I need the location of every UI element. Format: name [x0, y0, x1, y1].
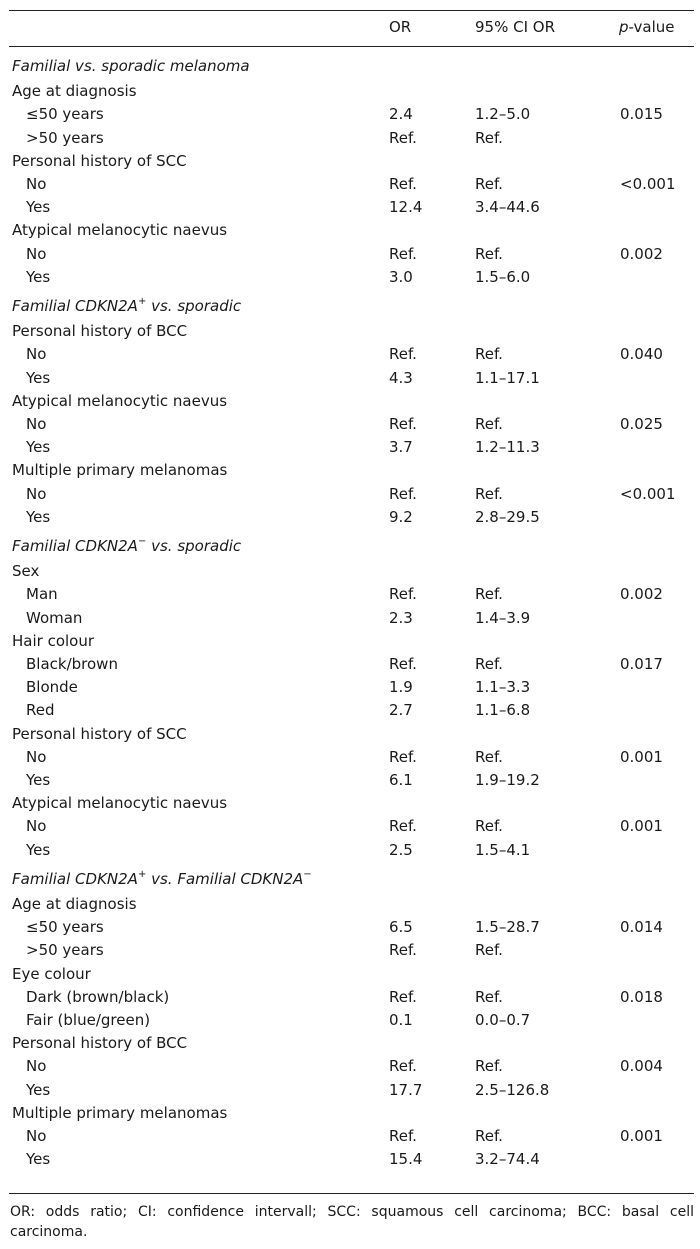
p-value: 0.017 — [620, 655, 663, 673]
level-label: No — [26, 175, 47, 193]
ci-value: 1.9–19.2 — [475, 771, 540, 789]
level-label: No — [26, 415, 47, 433]
variable-label: Personal history of BCC — [12, 322, 188, 340]
variable-row — [0, 390, 700, 413]
or-value: Ref. — [389, 175, 417, 193]
or-value: Ref. — [389, 655, 417, 673]
ci-value: Ref. — [475, 655, 503, 673]
ci-value: Ref. — [475, 245, 503, 263]
level-label: Red — [26, 701, 55, 719]
ci-value: 1.4–3.9 — [475, 609, 531, 627]
or-value: Ref. — [389, 748, 417, 766]
or-value: 3.7 — [389, 438, 413, 456]
ci-value: Ref. — [475, 988, 503, 1006]
table-row — [0, 839, 700, 862]
table-row — [0, 815, 700, 838]
or-value: 2.5 — [389, 841, 413, 859]
p-value: 0.001 — [620, 748, 663, 766]
p-value: 0.015 — [620, 105, 663, 123]
level-label: No — [26, 245, 47, 263]
variable-row — [0, 963, 700, 986]
table-row — [0, 483, 700, 506]
ci-value: 1.2–5.0 — [475, 105, 531, 123]
variable-row — [0, 219, 700, 242]
level-label: Yes — [26, 268, 51, 286]
section-title-text: Familial vs. sporadic melanoma — [12, 57, 250, 75]
ci-value: Ref. — [475, 485, 503, 503]
variable-row — [0, 320, 700, 343]
table-row — [0, 1055, 700, 1078]
section-title-text: Familial CDKN2A — [12, 537, 138, 555]
level-label: Woman — [26, 609, 83, 627]
level-label: No — [26, 748, 47, 766]
variable-label: Multiple primary melanomas — [12, 1104, 228, 1122]
ci-value: 1.5–28.7 — [475, 918, 540, 936]
table-row — [0, 1009, 700, 1032]
level-label: Yes — [26, 369, 51, 387]
or-value: Ref. — [389, 415, 417, 433]
header-ci: 95% CI OR — [475, 18, 556, 36]
section-title-superscript: + — [137, 869, 147, 880]
ci-value: Ref. — [475, 415, 503, 433]
variable-row — [0, 150, 700, 173]
table-row — [0, 413, 700, 436]
level-label: No — [26, 817, 47, 835]
table-row — [0, 506, 700, 529]
table-bottom-rule — [9, 1193, 694, 1194]
or-value: 4.3 — [389, 369, 413, 387]
level-label: Yes — [26, 198, 51, 216]
table-row — [0, 916, 700, 939]
or-value: 2.4 — [389, 105, 413, 123]
level-label: No — [26, 345, 47, 363]
or-value: Ref. — [389, 941, 417, 959]
variable-row — [0, 1032, 700, 1055]
ci-value: 2.5–126.8 — [475, 1081, 550, 1099]
level-label: No — [26, 1127, 47, 1145]
or-value: 1.9 — [389, 678, 413, 696]
variable-row — [0, 630, 700, 653]
variable-label: Personal history of SCC — [12, 725, 187, 743]
ci-value: 1.2–11.3 — [475, 438, 540, 456]
variable-label: Personal history of SCC — [12, 152, 187, 170]
section-title-suffix: vs. sporadic — [146, 297, 242, 315]
p-value: <0.001 — [620, 485, 676, 503]
ci-value: Ref. — [475, 817, 503, 835]
table-row — [0, 746, 700, 769]
ci-value: 0.0–0.7 — [475, 1011, 531, 1029]
table-row — [0, 699, 700, 722]
or-value: Ref. — [389, 345, 417, 363]
ci-value: Ref. — [475, 1057, 503, 1075]
p-value: 0.014 — [620, 918, 663, 936]
table-row — [0, 676, 700, 699]
variable-label: Atypical melanocytic naevus — [12, 221, 228, 239]
ci-value: 1.1–17.1 — [475, 369, 540, 387]
table-footnote: OR: odds ratio; CI: confidence intervall; SCC: squamous cell carcinoma; BCC: basal cell carcinoma. — [10, 1204, 694, 1240]
variable-row — [0, 1102, 700, 1125]
table-row — [0, 173, 700, 196]
section-row — [0, 55, 700, 78]
or-value: 6.1 — [389, 771, 413, 789]
section-title — [12, 868, 312, 891]
p-value: 0.002 — [620, 245, 663, 263]
or-value: 6.5 — [389, 918, 413, 936]
header-p-italic: p — [619, 18, 629, 36]
p-value: 0.002 — [620, 585, 663, 603]
variable-row — [0, 80, 700, 103]
level-label: No — [26, 1057, 47, 1075]
or-value: 15.4 — [389, 1150, 423, 1168]
or-value: 12.4 — [389, 198, 423, 216]
table-row — [0, 939, 700, 962]
or-value: 0.1 — [389, 1011, 413, 1029]
variable-label: Atypical melanocytic naevus — [12, 794, 228, 812]
ci-value: Ref. — [475, 175, 503, 193]
or-value: 2.7 — [389, 701, 413, 719]
p-value: <0.001 — [620, 175, 676, 193]
or-value: Ref. — [389, 988, 417, 1006]
section-title-middle: vs. Familial CDKN2A — [146, 870, 304, 888]
ci-value: Ref. — [475, 129, 503, 147]
section-title-superscript-2: − — [303, 869, 312, 880]
table-row — [0, 436, 700, 459]
variable-label: Sex — [12, 562, 40, 580]
ci-value: 2.8–29.5 — [475, 508, 540, 526]
ci-value: 1.1–6.8 — [475, 701, 531, 719]
section-row — [0, 295, 700, 318]
section-title-text: Familial CDKN2A — [12, 297, 138, 315]
variable-row — [0, 560, 700, 583]
header-p-value — [619, 16, 675, 39]
variable-label: Age at diagnosis — [12, 895, 137, 913]
level-label: Black/brown — [26, 655, 118, 673]
table-row — [0, 607, 700, 630]
variable-row — [0, 459, 700, 482]
section-title-superscript: + — [137, 296, 147, 307]
section-title-superscript: − — [137, 536, 147, 547]
table-header — [0, 16, 700, 39]
or-value: 9.2 — [389, 508, 413, 526]
p-value: 0.001 — [620, 1127, 663, 1145]
table-row — [0, 243, 700, 266]
table-row — [0, 367, 700, 390]
level-label: ≤50 years — [26, 105, 104, 123]
section-title — [12, 55, 250, 78]
or-value: Ref. — [389, 245, 417, 263]
ci-value: Ref. — [475, 748, 503, 766]
header-or: OR — [389, 18, 412, 36]
variable-label: Age at diagnosis — [12, 82, 137, 100]
table-row — [0, 583, 700, 606]
ci-value: 3.2–74.4 — [475, 1150, 540, 1168]
or-value: 3.0 — [389, 268, 413, 286]
ci-value: 1.5–4.1 — [475, 841, 531, 859]
variable-label: Atypical melanocytic naevus — [12, 392, 228, 410]
p-value: 0.040 — [620, 345, 663, 363]
table-row — [0, 127, 700, 150]
table-row — [0, 103, 700, 126]
variable-label: Multiple primary melanomas — [12, 461, 228, 479]
ci-value: Ref. — [475, 345, 503, 363]
section-row — [0, 535, 700, 558]
level-label: Yes — [26, 841, 51, 859]
ci-value: 1.5–6.0 — [475, 268, 531, 286]
level-label: >50 years — [26, 129, 104, 147]
level-label: Blonde — [26, 678, 78, 696]
or-value: 2.3 — [389, 609, 413, 627]
p-value: 0.004 — [620, 1057, 663, 1075]
section-title — [12, 535, 241, 558]
table-row — [0, 343, 700, 366]
level-label: ≤50 years — [26, 918, 104, 936]
or-value: 17.7 — [389, 1081, 423, 1099]
section-row — [0, 868, 700, 891]
table-row — [0, 653, 700, 676]
ci-value: Ref. — [475, 585, 503, 603]
table-row — [0, 196, 700, 219]
variable-row — [0, 893, 700, 916]
or-value: Ref. — [389, 817, 417, 835]
header-bottom-rule — [9, 46, 694, 47]
p-value: 0.001 — [620, 817, 663, 835]
table-row — [0, 986, 700, 1009]
variable-row — [0, 792, 700, 815]
table-row — [0, 1125, 700, 1148]
header-p-rest: -value — [628, 18, 675, 36]
level-label: Yes — [26, 508, 51, 526]
or-value: Ref. — [389, 1057, 417, 1075]
table-row — [0, 266, 700, 289]
variable-row — [0, 723, 700, 746]
level-label: Yes — [26, 1150, 51, 1168]
or-value: Ref. — [389, 485, 417, 503]
level-label: Yes — [26, 1081, 51, 1099]
table-row — [0, 1079, 700, 1102]
level-label: Yes — [26, 771, 51, 789]
ci-value: Ref. — [475, 941, 503, 959]
p-value: 0.018 — [620, 988, 663, 1006]
level-label: Fair (blue/green) — [26, 1011, 151, 1029]
level-label: Dark (brown/black) — [26, 988, 170, 1006]
section-title — [12, 295, 241, 318]
ci-value: 3.4–44.6 — [475, 198, 540, 216]
variable-label: Personal history of BCC — [12, 1034, 188, 1052]
table-row — [0, 769, 700, 792]
level-label: Yes — [26, 438, 51, 456]
variable-label: Eye colour — [12, 965, 91, 983]
table-row — [0, 1148, 700, 1171]
or-value: Ref. — [389, 585, 417, 603]
section-title-text: Familial CDKN2A — [12, 870, 138, 888]
table-top-rule — [9, 10, 694, 11]
level-label: No — [26, 485, 47, 503]
section-title-suffix: vs. sporadic — [146, 537, 242, 555]
ci-value: Ref. — [475, 1127, 503, 1145]
level-label: >50 years — [26, 941, 104, 959]
ci-value: 1.1–3.3 — [475, 678, 531, 696]
variable-label: Hair colour — [12, 632, 95, 650]
or-value: Ref. — [389, 1127, 417, 1145]
or-value: Ref. — [389, 129, 417, 147]
level-label: Man — [26, 585, 58, 603]
p-value: 0.025 — [620, 415, 663, 433]
